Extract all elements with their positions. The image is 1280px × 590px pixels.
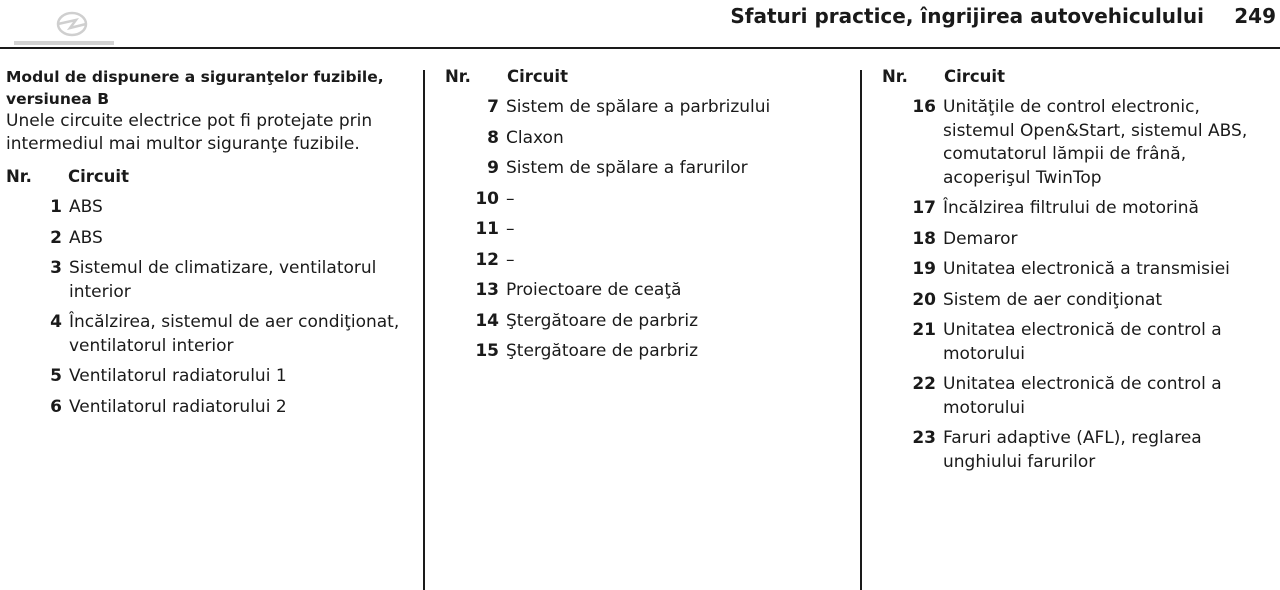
fuse-row (882, 289, 1272, 313)
fuse-row (882, 197, 1272, 221)
fuse-number: 12 (475, 249, 499, 270)
fuse-row (882, 427, 1272, 474)
fuse-circuit: Ştergătoare de parbriz (506, 310, 699, 331)
fuse-number: 9 (487, 158, 499, 178)
fuse-row (882, 258, 1272, 282)
column-divider (423, 70, 425, 590)
fuse-number: 8 (487, 127, 499, 148)
fuse-row (6, 196, 416, 220)
fuse-number: 21 (912, 320, 936, 340)
fuse-circuit: Unităţile de control electronic, sistemul Open&Start, sistemul ABS, comutatorul lămpii de frână, acoperişul TwinTop (943, 97, 1248, 188)
fuse-number: 19 (912, 259, 936, 279)
fuse-circuit: Claxon (506, 127, 564, 148)
section-intro: Unele circuite electrice pot fi protejate prin intermediul mai multor siguranţe fuzibile. (6, 111, 373, 154)
header-circuit: Circuit (68, 167, 129, 186)
fuse-circuit: ABS (69, 197, 103, 217)
fuse-circuit: – (506, 219, 515, 239)
table-header (6, 166, 416, 188)
fuse-number: 20 (912, 289, 936, 310)
fuse-row (445, 157, 850, 181)
fuse-circuit: Sistem de spălare a farurilor (506, 158, 748, 178)
fuse-circuit: ABS (69, 227, 103, 248)
fuse-circuit: Unitatea electronică a transmisiei (943, 259, 1230, 279)
table-header (445, 66, 850, 88)
fuse-row (882, 228, 1272, 252)
column-divider (860, 70, 862, 590)
fuse-number: 4 (50, 312, 62, 332)
fuse-circuit: – (506, 188, 515, 209)
section-title: Modul de dispunere a siguranţelor fuzibile, versiunea B (6, 68, 384, 108)
fuse-row (445, 249, 850, 273)
fuse-circuit: Unitatea electronică de control a motorului (943, 374, 1222, 418)
fuse-circuit: Unitatea electronică de control a motorului (943, 320, 1222, 364)
fuse-circuit: Sistemul de climatizare, ventilatorul interior (69, 258, 377, 302)
fuse-row (445, 340, 850, 364)
opel-logo-watermark (14, 8, 114, 48)
page-number: 249 (1234, 4, 1276, 28)
header-nr: Nr. (6, 167, 32, 186)
header-nr: Nr. (882, 67, 908, 86)
fuse-list (6, 196, 416, 419)
fuse-row (445, 310, 850, 334)
fuse-row (6, 311, 416, 358)
table-header (882, 66, 1272, 88)
fuse-number: 3 (50, 258, 62, 278)
page-header (0, 0, 1280, 50)
fuse-number: 16 (912, 97, 936, 117)
fuse-number: 17 (912, 198, 936, 218)
column-2 (445, 66, 850, 371)
fuse-circuit: – (506, 249, 515, 270)
fuse-number: 7 (487, 97, 499, 117)
fuse-row (6, 257, 416, 304)
fuse-row (445, 279, 850, 303)
fuse-circuit: Faruri adaptive (AFL), reglarea unghiului farurilor (943, 428, 1202, 472)
fuse-row (6, 365, 416, 389)
fuse-circuit: Ventilatorul radiatorului 2 (69, 396, 287, 417)
header-circuit: Circuit (944, 67, 1005, 86)
column-3 (882, 66, 1272, 481)
fuse-circuit: Ventilatorul radiatorului 1 (69, 366, 287, 386)
fuse-row (6, 396, 416, 420)
fuse-row (445, 127, 850, 151)
fuse-row (882, 373, 1272, 420)
fuse-circuit: Ştergătoare de parbriz (506, 341, 699, 361)
fuse-row (882, 319, 1272, 366)
fuse-number: 22 (912, 374, 936, 394)
fuse-number: 14 (475, 310, 499, 331)
header-title: Sfaturi practice, îngrijirea autovehiculului (730, 4, 1204, 28)
fuse-row (445, 218, 850, 242)
fuse-number: 13 (475, 280, 499, 300)
fuse-row (445, 188, 850, 212)
fuse-number: 5 (50, 366, 62, 386)
fuse-circuit: Sistem de aer condiţionat (943, 289, 1163, 310)
fuse-row (6, 227, 416, 251)
fuse-row (882, 96, 1272, 190)
fuse-row (445, 96, 850, 120)
fuse-list (882, 96, 1272, 474)
header-circuit: Circuit (507, 67, 568, 86)
fuse-number: 18 (912, 228, 936, 249)
fuse-circuit: Încălzirea filtrului de motorină (943, 198, 1199, 218)
fuse-circuit: Proiectoare de ceaţă (506, 280, 682, 300)
fuse-list (445, 96, 850, 364)
fuse-circuit: Demaror (943, 228, 1018, 249)
fuse-number: 6 (50, 396, 62, 417)
fuse-number: 11 (475, 219, 499, 239)
fuse-number: 1 (50, 197, 62, 217)
column-1 (6, 66, 416, 426)
fuse-number: 23 (912, 428, 936, 448)
fuse-number: 10 (475, 188, 499, 209)
fuse-circuit: Sistem de spălare a parbrizului (506, 97, 771, 117)
header-nr: Nr. (445, 67, 471, 86)
fuse-number: 15 (475, 341, 499, 361)
fuse-circuit: Încălzirea, sistemul de aer condiţionat, ventilatorul interior (69, 312, 400, 356)
header-rule (0, 47, 1280, 49)
fuse-number: 2 (50, 227, 62, 248)
